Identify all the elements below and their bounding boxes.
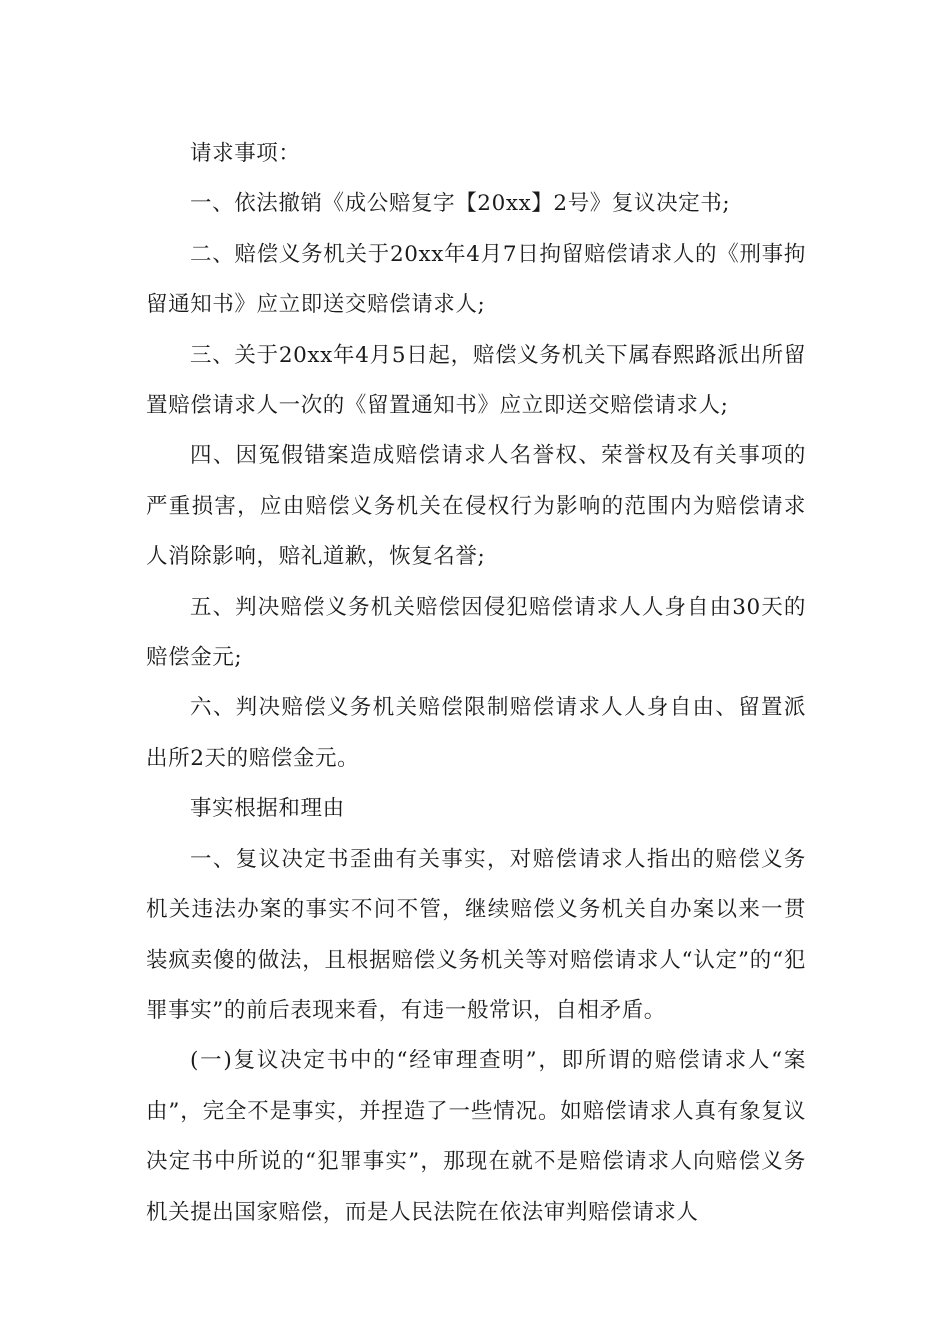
request-item-4: 四、因冤假错案造成赔偿请求人名誉权、荣誉权及有关事项的严重损害，应由赔偿义务机关在侵权行为影响的范围内为赔偿请求人消除影响，赔礼道歉，恢复名誉; bbox=[146, 443, 806, 570]
section-heading-facts: 事实根据和理由 bbox=[190, 796, 345, 822]
fact-item-1: 一、复议决定书歪曲有关事实，对赔偿请求人指出的赔偿义务机关违法办案的事实不问不管，继续赔偿义务机关自办案以来一贯装疯卖傻的做法，且根据赔偿义务机关等对赔偿请求人“认定”的“犯罪事实”的前后表现来看，有违一般常识，自相矛盾。 bbox=[146, 846, 806, 1023]
request-item-2: 二、赔偿义务机关于20xx年4月7日拘留赔偿请求人的《刑事拘留通知书》应立即送交赔偿请求人; bbox=[146, 241, 806, 318]
request-item-6: 六、判决赔偿义务机关赔偿限制赔偿请求人人身自由、留置派出所2天的赔偿金元。 bbox=[146, 695, 806, 771]
request-item-3: 三、关于20xx年4月5日起，赔偿义务机关下属春熙路派出所留置赔偿请求人一次的《留置通知书》应立即送交赔偿请求人; bbox=[146, 342, 806, 419]
section-heading-requests: 请求事项： bbox=[190, 141, 301, 166]
request-item-1: 一、依法撤销《成公赔复字【20xx】2号》复议决定书; bbox=[190, 191, 731, 217]
request-item-5: 五、判决赔偿义务机关赔偿因侵犯赔偿请求人人身自由30天的赔偿金元; bbox=[146, 594, 806, 671]
fact-subitem-1: (一)复议决定书中的“经审理查明”，即所谓的赔偿请求人“案由”，完全不是事实，并捏造了一些情况。如赔偿请求人真有象复议决定书中所说的“犯罪事实”，那现在就不是赔偿请求人向赔偿义务机关提出国家赔偿，而是人民法院在依法审判赔偿请求人 bbox=[146, 1048, 806, 1225]
document-body bbox=[146, 129, 806, 1238]
